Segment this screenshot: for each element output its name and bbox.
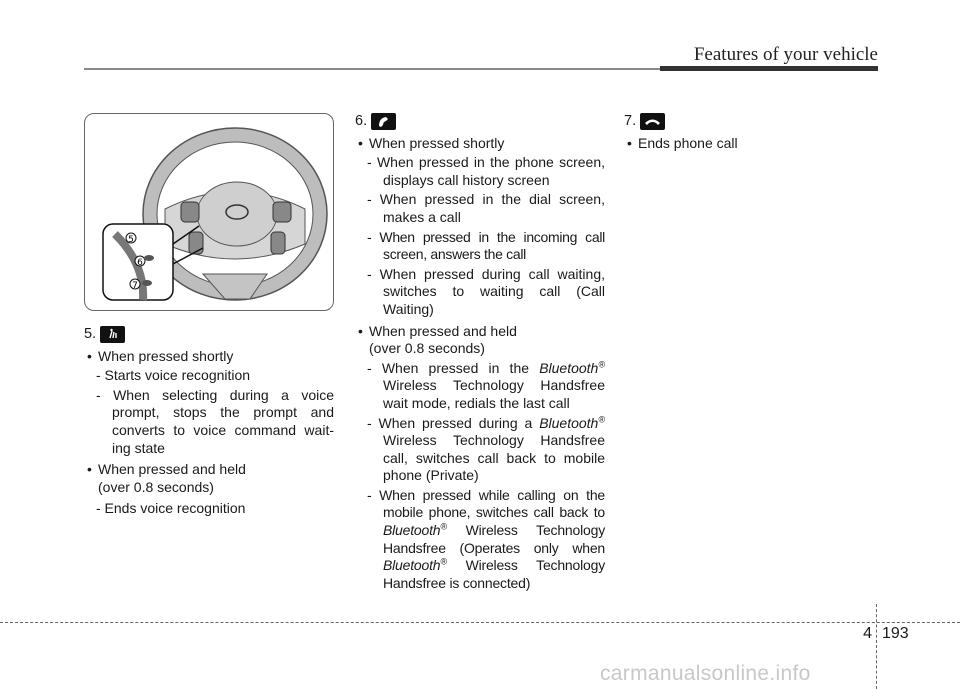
registered-mark: ®	[598, 359, 605, 370]
section-7-number: 7.	[624, 113, 637, 129]
bluetooth-brand: Bluetooth	[383, 522, 441, 539]
section-5-heading	[84, 326, 334, 344]
section-5-bullet-2: • When pressed and held	[84, 461, 334, 479]
section-6-item-6-text-b: Wireless Technology Handsfree call, switches call back to mobile phone (Private)	[383, 432, 605, 484]
section-6-item-4: - When pressed during call waiting, switches to waiting call (Call Waiting)	[367, 265, 605, 317]
steering-wheel-drawing	[85, 114, 333, 310]
section-5-item-1: - Starts voice recognition	[96, 367, 251, 384]
header-rule-accent	[660, 66, 878, 71]
section-6-item-5	[367, 360, 605, 413]
watermark: carmanualsonline.info	[600, 662, 811, 685]
section-5-item-2: - When selecting during a voice prompt, stops the prompt and converts to voice command wait-ing state	[96, 386, 334, 456]
section-6-bullet-2: • When pressed and held	[355, 323, 605, 341]
section-6-item-1: - When pressed in the phone screen, displays call history screen	[367, 154, 605, 188]
section-6	[355, 113, 605, 592]
bluetooth-brand: Bluetooth	[539, 414, 599, 431]
section-5-bullet-1: • When pressed shortly	[84, 348, 334, 366]
page-header-title: Features of your vehicle	[693, 44, 878, 65]
registered-mark: ®	[440, 521, 447, 532]
callout-label-6: 6	[137, 258, 143, 268]
section-6-item-2: - When pressed in the dial screen, makes a call	[367, 191, 605, 225]
section-6-item-7-text-c: Wireless Technology Handsfree is connected)	[383, 557, 605, 591]
chapter-number: 4	[863, 625, 872, 642]
section-6-item-5-text-a: - When pressed in the	[367, 359, 540, 376]
section-6-bullet-1: • When pressed shortly	[355, 135, 605, 153]
section-5	[84, 326, 334, 518]
section-7-heading	[624, 113, 874, 131]
section-6-item-5-text-b: Wireless Technology Handsfree wait mode, redials the last call	[383, 377, 605, 411]
call-answer-icon	[371, 113, 396, 130]
section-7-bullet-1: • Ends phone call	[624, 135, 874, 153]
section-6-item-7-text-b: Wireless Technology Handsfree (Operates only when	[383, 522, 605, 556]
section-6-heading	[355, 113, 605, 131]
call-end-icon	[640, 113, 665, 130]
section-6-item-7-text-a: - When pressed while calling on the mobile phone, switches call back to	[367, 486, 605, 521]
footer-rule	[0, 622, 960, 623]
section-6-number: 6.	[355, 113, 368, 129]
section-6-item-6	[367, 415, 605, 485]
registered-mark: ®	[598, 413, 605, 424]
callout-label-5: 5	[128, 235, 134, 245]
section-6-item-6-text-a: - When pressed during a	[367, 414, 540, 431]
section-6-item-7	[367, 487, 605, 593]
callout-label-7: 7	[132, 281, 138, 291]
voice-recognition-icon	[100, 326, 125, 343]
bluetooth-brand: Bluetooth	[383, 557, 441, 574]
registered-mark: ®	[440, 556, 447, 567]
section-5-number: 5.	[84, 326, 97, 342]
section-5-item-3: - Ends voice recognition	[96, 500, 246, 517]
section-6-item-3: - When pressed in the incoming call screen, answers the call	[367, 228, 605, 263]
footer-divider	[876, 604, 877, 689]
section-5-bullet-2-cont: (over 0.8 seconds)	[98, 478, 214, 495]
section-7	[624, 113, 874, 152]
steering-wheel-illustration	[84, 113, 334, 311]
section-6-bullet-2-cont: (over 0.8 seconds)	[369, 340, 485, 357]
bluetooth-brand: Bluetooth	[539, 359, 599, 376]
page-number: 193	[882, 625, 909, 642]
